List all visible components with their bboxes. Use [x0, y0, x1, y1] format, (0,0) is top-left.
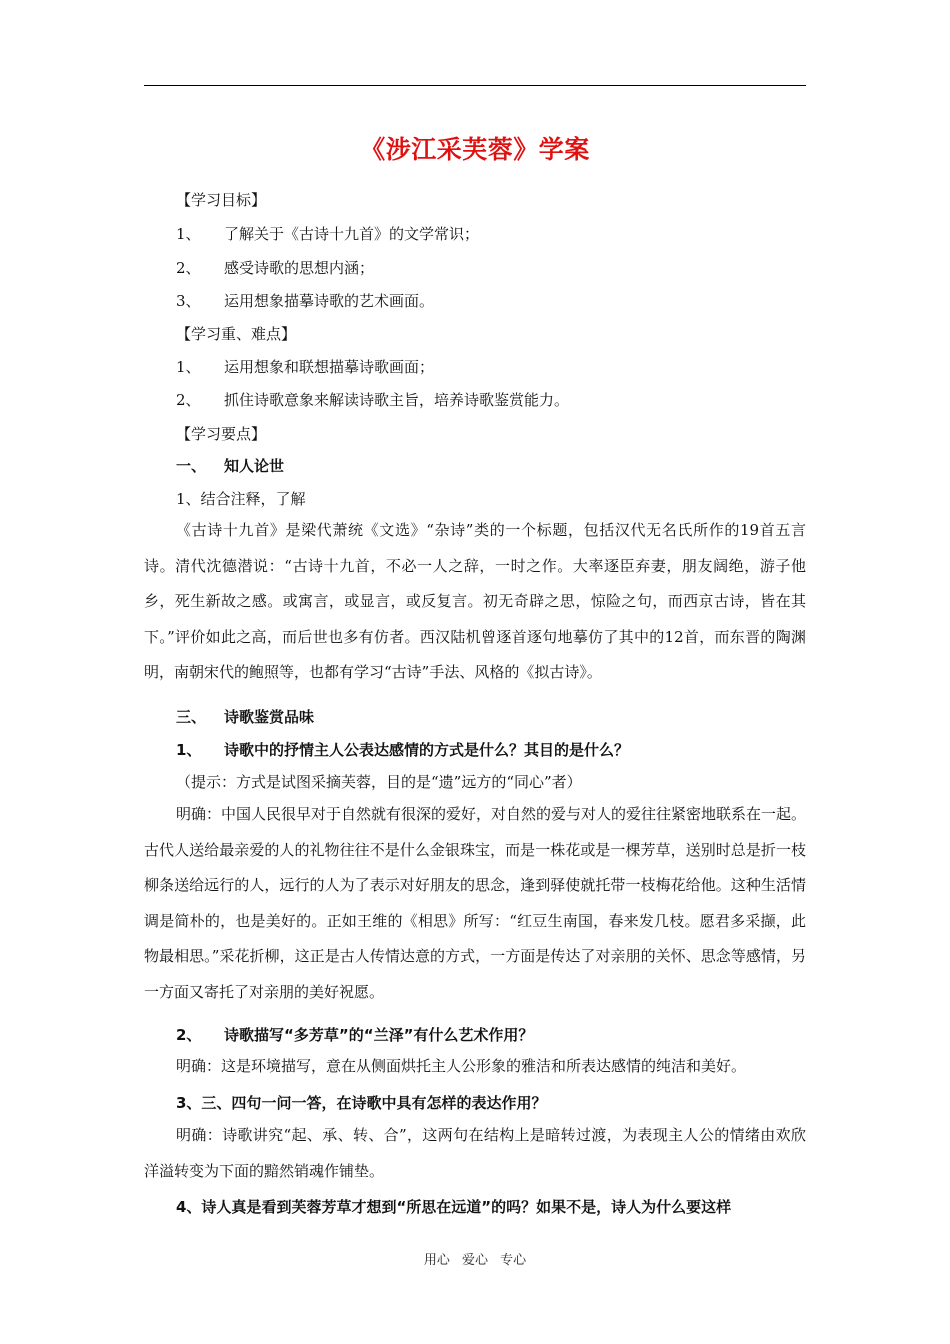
subheading: 1、结合注释，了解 — [176, 490, 306, 508]
objective-item: 3、 运用想象描摹诗歌的艺术画面。 — [176, 292, 435, 310]
focus-heading: 【学习重、难点】 — [176, 325, 297, 343]
header-rule — [144, 85, 806, 86]
hint: （提示：方式是试图采摘芙蓉，目的是“遗”远方的“同心”者） — [176, 773, 582, 791]
answer-paragraph: 明确：这是环境描写，意在从侧面烘托主人公形象的雅洁和所表达感情的纯洁和美好。 — [176, 1057, 747, 1075]
objective-item: 1、 了解关于《古诗十九首》的文学常识； — [176, 225, 480, 243]
points-heading: 【学习要点】 — [176, 425, 267, 443]
focus-item: 2、 抓住诗歌意象来解读诗歌主旨，培养诗歌鉴赏能力。 — [176, 391, 570, 409]
question: 2、 诗歌描写“多芳草”的“兰泽”有什么艺术作用？ — [176, 1026, 534, 1044]
page-title: 《涉江采芙蓉》学案 — [360, 135, 590, 164]
objectives-heading: 【学习目标】 — [176, 191, 267, 209]
intro-paragraph: 《古诗十九首》是梁代萧统《文选》“杂诗”类的一个标题，包括汉代无名氏所作的19首五言诗。清代沈德潜说：“古诗十九首，不必一人之辞，一时之作。大率逐臣弃妻，朋友阔绝，游子他乡，死生新故之感。或寓言，或显言，或反复言。初无奇辟之思，惊险之句，而西京古诗，皆在其下。”评价如此之高，而后世也多有仿者。西汉陆机曾逐首逐句地摹仿了其中的12首，而东晋的陶渊明，南朝宋代的鲍照等，也都有学习“古诗”手法、风格的《拟古诗》。 — [144, 521, 806, 681]
question: 3、三、四句一问一答，在诗歌中具有怎样的表达作用？ — [176, 1094, 547, 1112]
objective-item: 2、 感受诗歌的思想内涵； — [176, 259, 375, 277]
focus-item: 1、 运用想象和联想描摹诗歌画面； — [176, 358, 435, 376]
page-footer: 用心 爱心 专心 — [423, 1253, 527, 1268]
question: 1、 诗歌中的抒情主人公表达感情的方式是什么？其目的是什么？ — [176, 741, 630, 759]
answer-paragraph: 明确：诗歌讲究“起、承、转、合”，这两句在结构上是暗转过渡，为表现主人公的情绪由欢欣洋溢转变为下面的黯然销魂作铺垫。 — [144, 1126, 806, 1180]
answer-paragraph: 明确：中国人民很早对于自然就有很深的爱好，对自然的爱与对人的爱往往紧密地联系在一起。古代人送给最亲爱的人的礼物往往不是什么金银珠宝，而是一株花或是一棵芳草，送别时总是折一枝柳条送给远行的人，远行的人为了表示对好朋友的思念，逢到驿使就托带一枝梅花给他。这种生活情调是简朴的，也是美好的。正如王维的《相思》所写：“红豆生南国，春来发几枝。愿君多采撷，此物最相思。”采花折柳，这正是古人传情达意的方式，一方面是传达了对亲朋的关怀、思念等感情，另一方面又寄托了对亲朋的美好祝愿。 — [144, 805, 807, 1001]
section-heading: 一、 知人论世 — [176, 457, 285, 475]
question: 4、诗人真是看到芙蓉芳草才想到“所思在远道”的吗？如果不是，诗人为什么要这样 — [176, 1198, 732, 1216]
section-heading: 三、 诗歌鉴赏品味 — [176, 708, 315, 726]
